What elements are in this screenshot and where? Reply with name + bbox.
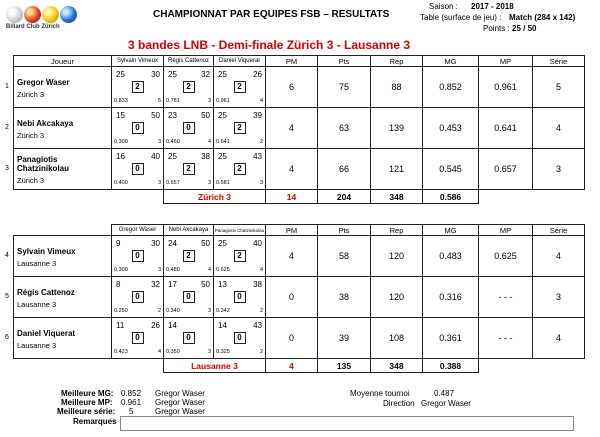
best-serie-player: Gregor Waser xyxy=(155,407,205,416)
match-high-run: 4 xyxy=(259,98,263,104)
col-header-serie: Série xyxy=(533,56,585,67)
match-result-points: 0 xyxy=(234,332,246,344)
opponent-header: Daniel Viquerat xyxy=(214,56,266,67)
table-label: Table (surface de jeu) : xyxy=(420,13,502,22)
player-name: Panagiotis Chatzinikolau xyxy=(17,155,70,173)
stat-mp: 0.657 xyxy=(479,149,533,190)
match-cell xyxy=(164,277,214,318)
player-row xyxy=(14,67,585,108)
stat-pts: 75 xyxy=(318,67,371,108)
moyenne-value: 0.487 xyxy=(434,389,455,398)
moyenne-label: Moyenne tournoi xyxy=(350,389,410,398)
match-average: 0.460 xyxy=(166,139,180,145)
match-result-points: 2 xyxy=(234,250,246,262)
stat-mp: 0.641 xyxy=(479,108,533,149)
match-points: 25 xyxy=(218,239,227,248)
match-points: 16 xyxy=(116,152,125,161)
stat-mg: 0.361 xyxy=(423,318,479,359)
stat-rep: 108 xyxy=(371,318,423,359)
stat-rep: 120 xyxy=(371,236,423,277)
match-high-run: 4 xyxy=(259,267,263,273)
match-result-points: 2 xyxy=(132,81,144,93)
stat-pts: 66 xyxy=(318,149,371,190)
match-cell xyxy=(214,67,266,108)
match-cell xyxy=(112,318,164,359)
match-cell xyxy=(214,108,266,149)
match-result-points: 2 xyxy=(234,81,246,93)
match-average: 0.342 xyxy=(216,308,230,314)
match-subtitle: 3 bandes LNB - Demi-finale Zürich 3 - Lausanne 3 xyxy=(128,38,411,52)
match-innings: 30 xyxy=(151,239,160,248)
match-points: 25 xyxy=(218,152,227,161)
best-serie-value: 5 xyxy=(129,407,134,416)
total-rep: 348 xyxy=(371,190,423,204)
total-pts: 204 xyxy=(318,190,371,204)
stat-pts: 63 xyxy=(318,108,371,149)
col-header-pm: PM xyxy=(266,225,318,236)
match-result-points: 0 xyxy=(132,332,144,344)
match-average: 0.400 xyxy=(114,180,128,186)
row-index: 5 xyxy=(5,293,9,300)
yellow-ball-icon xyxy=(42,6,59,23)
match-average: 0.300 xyxy=(114,267,128,273)
player-name: Régis Cattenoz xyxy=(17,287,75,297)
match-high-run: 3 xyxy=(157,267,161,273)
row-index: 4 xyxy=(5,252,9,259)
col-header-mp: MP xyxy=(479,56,533,67)
match-result-points: 0 xyxy=(183,291,195,303)
match-cell xyxy=(164,318,214,359)
stat-serie: 4 xyxy=(533,236,585,277)
match-high-run: 3 xyxy=(207,180,211,186)
match-result-points: 0 xyxy=(132,163,144,175)
opponent-header: Régis Cattenoz xyxy=(164,56,214,67)
match-innings: 50 xyxy=(201,111,210,120)
match-innings: 30 xyxy=(151,70,160,79)
player-club: Zürich 3 xyxy=(17,89,45,99)
match-innings: 43 xyxy=(253,321,262,330)
saison-value: 2017 - 2018 xyxy=(471,2,514,11)
stat-pm: 6 xyxy=(266,67,318,108)
col-header-pts: Pts xyxy=(318,56,371,67)
match-high-run: 2 xyxy=(259,349,263,355)
club-name: Billard Club Zürich xyxy=(6,24,60,30)
col-header-mp: MP xyxy=(479,225,533,236)
best-mp-player: Gregor Waser xyxy=(155,398,205,407)
points-value: 25 / 50 xyxy=(512,24,537,33)
match-result-points: 0 xyxy=(234,291,246,303)
match-points: 8 xyxy=(116,280,121,289)
match-result-points: 2 xyxy=(234,122,246,134)
match-points: 25 xyxy=(168,70,177,79)
match-points: 25 xyxy=(116,70,125,79)
total-mg: 0.586 xyxy=(423,190,479,204)
team-name: Zürich 3 xyxy=(164,190,266,204)
match-average: 0.641 xyxy=(216,139,230,145)
match-high-run: 5 xyxy=(157,98,161,104)
stat-pm: 4 xyxy=(266,149,318,190)
match-average: 0.781 xyxy=(166,98,180,104)
player-club: Zürich 3 xyxy=(17,176,45,185)
player-row xyxy=(14,277,585,318)
match-result-points: 2 xyxy=(183,81,195,93)
col-header-rep: Rep xyxy=(371,225,423,236)
opponent-header: Nebi Akcakaya xyxy=(164,225,214,236)
stat-rep: 139 xyxy=(371,108,423,149)
col-header-pm: PM xyxy=(266,56,318,67)
match-cell xyxy=(214,318,266,359)
stat-serie: 4 xyxy=(533,108,585,149)
match-high-run: 3 xyxy=(207,98,211,104)
white-ball-icon xyxy=(6,6,23,23)
match-high-run: 2 xyxy=(259,308,263,314)
team-total-row xyxy=(14,190,585,204)
stat-mp: - - - xyxy=(479,318,533,359)
stat-mg: 0.453 xyxy=(423,108,479,149)
match-cell xyxy=(164,108,214,149)
match-cell xyxy=(112,108,164,149)
match-points: 25 xyxy=(218,111,227,120)
best-serie-label: Meilleure série: xyxy=(57,407,116,416)
red-ball-icon xyxy=(24,6,41,23)
stat-serie: 3 xyxy=(533,277,585,318)
stat-pts: 58 xyxy=(318,236,371,277)
match-result-points: 0 xyxy=(132,250,144,262)
match-average: 0.325 xyxy=(216,349,230,355)
page-title: CHAMPIONNAT PAR EQUIPES FSB – RESULTATS xyxy=(153,9,390,20)
match-cell xyxy=(112,67,164,108)
match-innings: 50 xyxy=(201,280,210,289)
player-name: Sylvain Vimeux xyxy=(17,246,76,256)
best-mp-value: 0.961 xyxy=(121,398,142,407)
match-result-points: 0 xyxy=(183,122,195,134)
match-points: 25 xyxy=(168,152,177,161)
stat-pm: 0 xyxy=(266,318,318,359)
match-points: 17 xyxy=(168,280,177,289)
match-cell xyxy=(164,67,214,108)
stat-mp: - - - xyxy=(479,277,533,318)
match-high-run: 4 xyxy=(157,349,161,355)
match-average: 0.423 xyxy=(114,349,128,355)
match-result-points: 2 xyxy=(183,163,195,175)
match-innings: 39 xyxy=(253,111,262,120)
player-club: Zürich 3 xyxy=(17,130,45,140)
row-index: 2 xyxy=(5,124,9,131)
match-average: 0.581 xyxy=(216,180,230,186)
stat-serie: 3 xyxy=(533,149,585,190)
match-points: 9 xyxy=(116,239,121,248)
match-high-run: 3 xyxy=(207,349,211,355)
best-mg-label: Meilleure MG: xyxy=(61,389,114,398)
table-value: Match (284 x 142) xyxy=(509,13,576,22)
stat-serie: 5 xyxy=(533,67,585,108)
team-total-row xyxy=(14,359,585,373)
match-innings: 50 xyxy=(201,239,210,248)
team-b-table xyxy=(5,224,585,373)
match-points: 14 xyxy=(168,321,177,330)
club-logo xyxy=(6,6,98,24)
team-a-table xyxy=(5,55,585,204)
match-high-run: 2 xyxy=(259,139,263,145)
stat-mp: 0.961 xyxy=(479,67,533,108)
match-high-run: 4 xyxy=(207,139,211,145)
match-result-points: 0 xyxy=(132,291,144,303)
points-label: Points : xyxy=(483,24,510,33)
row-index: 1 xyxy=(5,83,9,90)
player-club: Lausanne 3 xyxy=(17,340,57,350)
match-average: 0.833 xyxy=(114,98,128,104)
match-average: 0.340 xyxy=(166,308,180,314)
match-points: 25 xyxy=(218,70,227,79)
player-name: Daniel Viquerat xyxy=(17,328,76,338)
stat-mg: 0.316 xyxy=(423,277,479,318)
player-name: Nebi Akcakaya xyxy=(17,118,74,128)
match-average: 0.250 xyxy=(114,308,128,314)
match-cell xyxy=(112,149,164,190)
match-high-run: 3 xyxy=(157,180,161,186)
total-pm: 4 xyxy=(266,359,318,373)
col-header-pts: Pts xyxy=(318,225,371,236)
col-header-serie: Série xyxy=(533,225,585,236)
player-row xyxy=(14,236,585,277)
saison-label: Saison : xyxy=(429,2,458,11)
match-innings: 38 xyxy=(201,152,210,161)
stat-mg: 0.545 xyxy=(423,149,479,190)
total-rep: 348 xyxy=(371,359,423,373)
match-result-points: 0 xyxy=(132,122,144,134)
match-average: 0.625 xyxy=(216,267,230,273)
best-mg-player: Gregor Waser xyxy=(155,389,205,398)
match-result-points: 0 xyxy=(183,332,195,344)
match-innings: 40 xyxy=(253,239,262,248)
remarques-field[interactable] xyxy=(120,416,574,431)
match-average: 0.961 xyxy=(216,98,230,104)
player-row xyxy=(14,108,585,149)
row-index: 3 xyxy=(5,165,9,172)
opponent-header: Gregor Waser xyxy=(112,225,164,236)
stat-mg: 0.483 xyxy=(423,236,479,277)
match-innings: 26 xyxy=(253,70,262,79)
stat-pts: 39 xyxy=(318,318,371,359)
direction-label: Direction xyxy=(383,399,415,408)
match-points: 11 xyxy=(116,321,125,330)
match-cell xyxy=(214,236,266,277)
stat-mg: 0.852 xyxy=(423,67,479,108)
match-cell xyxy=(164,149,214,190)
col-header-rep: Rep xyxy=(371,56,423,67)
direction-value: Gregor Waser xyxy=(421,399,471,408)
match-innings: 50 xyxy=(151,111,160,120)
player-name: Gregor Waser xyxy=(17,77,70,87)
match-cell xyxy=(112,277,164,318)
match-high-run: 3 xyxy=(259,180,263,186)
stat-pm: 0 xyxy=(266,277,318,318)
match-points: 24 xyxy=(168,239,177,248)
match-high-run: 3 xyxy=(157,139,161,145)
stat-mp: 0.625 xyxy=(479,236,533,277)
col-header-mg: MG xyxy=(423,225,479,236)
player-row xyxy=(14,149,585,190)
team-name: Lausanne 3 xyxy=(164,359,266,373)
row-index: 6 xyxy=(5,334,9,341)
match-innings: 26 xyxy=(151,321,160,330)
stat-pts: 38 xyxy=(318,277,371,318)
match-points: 15 xyxy=(116,111,125,120)
match-innings: 32 xyxy=(201,70,210,79)
remarques-label: Remarques xyxy=(73,417,117,426)
match-cell xyxy=(214,149,266,190)
stat-pm: 4 xyxy=(266,108,318,149)
match-innings: 32 xyxy=(151,280,160,289)
match-innings: 38 xyxy=(253,280,262,289)
opponent-header: Sylvain Vimeux xyxy=(112,56,164,67)
best-mg-value: 0.852 xyxy=(121,389,142,398)
match-cell xyxy=(164,236,214,277)
match-average: 0.657 xyxy=(166,180,180,186)
player-row xyxy=(14,318,585,359)
match-high-run: 3 xyxy=(207,308,211,314)
col-header-mg: MG xyxy=(423,56,479,67)
match-average: 0.300 xyxy=(114,139,128,145)
match-cell xyxy=(214,277,266,318)
player-club: Lausanne 3 xyxy=(17,258,57,268)
match-result-points: 2 xyxy=(183,250,195,262)
stat-rep: 121 xyxy=(371,149,423,190)
match-points: 13 xyxy=(218,280,227,289)
stat-serie: 4 xyxy=(533,318,585,359)
match-result-points: 2 xyxy=(234,163,246,175)
total-mg: 0.388 xyxy=(423,359,479,373)
match-average: 0.480 xyxy=(166,267,180,273)
match-high-run: 4 xyxy=(207,267,211,273)
blue-ball-icon xyxy=(60,6,77,23)
match-points: 14 xyxy=(218,321,227,330)
opponent-header: Panagiotis Chatzinikolau xyxy=(214,225,266,236)
total-pm: 14 xyxy=(266,190,318,204)
player-club: Lausanne 3 xyxy=(17,299,57,309)
match-average: 0.350 xyxy=(166,349,180,355)
match-cell xyxy=(112,236,164,277)
stat-rep: 88 xyxy=(371,67,423,108)
best-mp-label: Meilleure MP: xyxy=(61,398,113,407)
total-pts: 135 xyxy=(318,359,371,373)
stat-rep: 120 xyxy=(371,277,423,318)
match-high-run: 2 xyxy=(157,308,161,314)
match-points: 23 xyxy=(168,111,177,120)
col-header-joueur: Joueur xyxy=(14,56,112,67)
stat-pm: 4 xyxy=(266,236,318,277)
match-innings: 40 xyxy=(151,152,160,161)
match-innings: 43 xyxy=(253,152,262,161)
